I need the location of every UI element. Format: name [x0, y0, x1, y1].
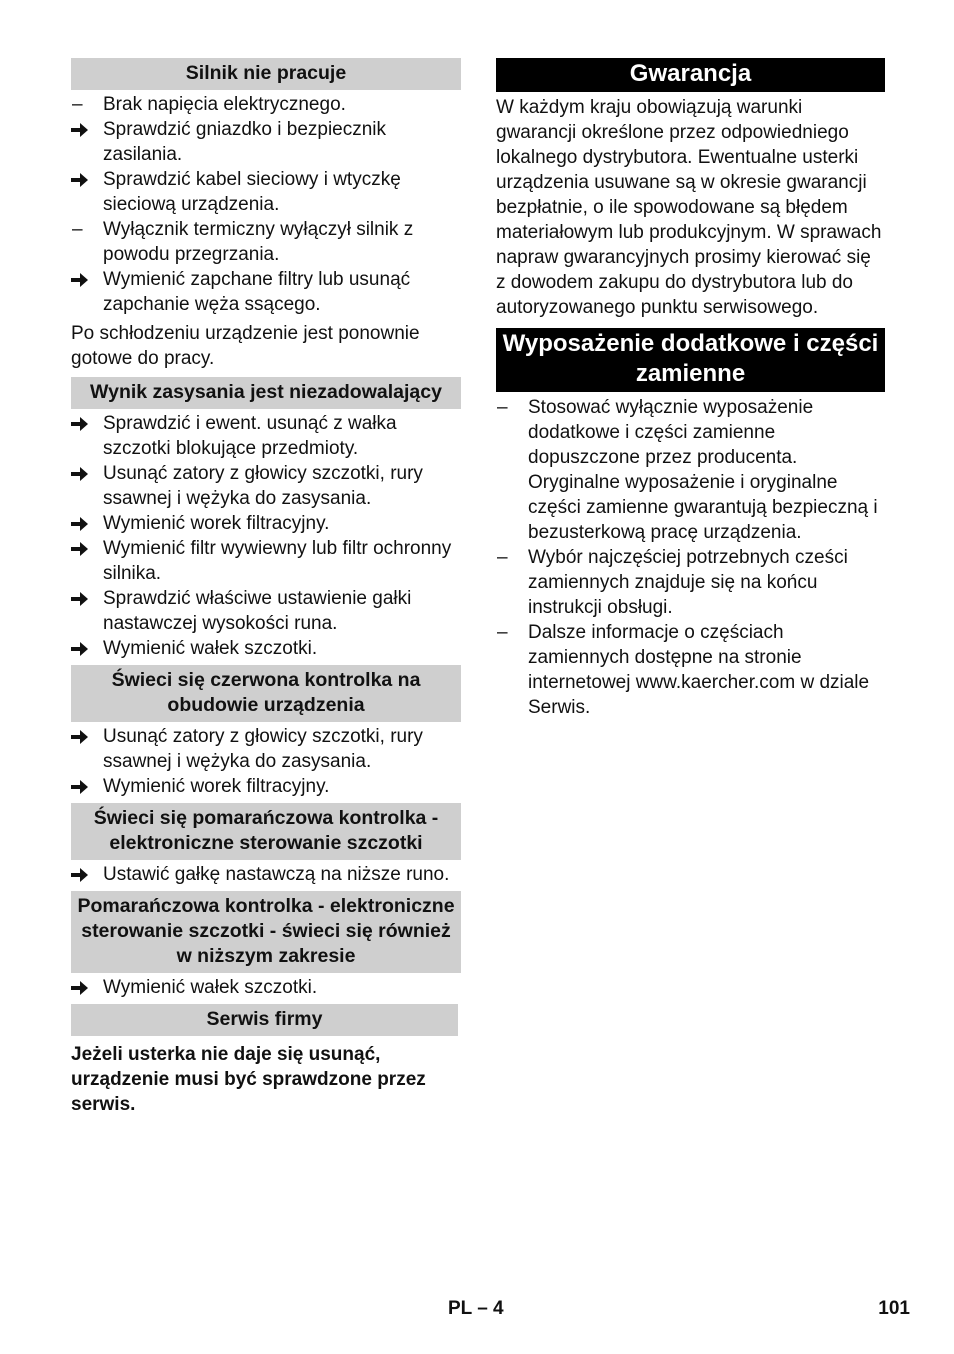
list-item-text: Usunąć zatory z głowicy szczotki, rury ssawnej i wężyka do zasysania.: [103, 726, 423, 772]
list-item-text: Dalsze informacje o częściach zamiennych dostępne na stronie internetowej www.kaercher.com w dziale Serwis.: [528, 622, 870, 718]
service-note: Jeżeli usterka nie daje się usunąć, urządzenie musi być sprawdzone przez serwis.: [71, 1044, 426, 1115]
list-item: [71, 411, 461, 461]
list-item: [496, 545, 885, 620]
right-arrow-icon: [71, 774, 97, 794]
bullet-list: [71, 724, 461, 799]
list-item: [71, 724, 461, 774]
list-item: [71, 117, 461, 167]
bullet-list: [71, 92, 461, 317]
bullet-list: [496, 395, 885, 720]
right-arrow-icon: [71, 586, 97, 606]
dash-bullet: –: [497, 397, 508, 418]
list-item: [71, 267, 461, 317]
right-arrow-icon: [71, 117, 97, 137]
list-item-text: Stosować wyłącznie wyposażenie dodatkowe i części zamienne dopuszczone przez producenta. Oryginalne wyposażenie i oryginalne części zamienne gwarantują bezpieczną i bezusterkową pracę urządzenia.: [528, 397, 878, 543]
list-item-text: Sprawdzić kabel sieciowy i wtyczkę sieciową urządzenia.: [103, 169, 401, 215]
section-heading-orange-light-lower: Pomarańczowa kontrolka - elektroniczne sterowanie szczotki - świeci się również w niższym zakresie: [71, 891, 461, 973]
section-heading-suction: Wynik zasysania jest niezadowalający: [71, 377, 461, 409]
list-item: [71, 461, 461, 511]
list-item-text: Wybór najczęściej potrzebnych cześci zamiennych znajduje się na końcu instrukcji obsługi.: [528, 547, 848, 618]
list-item-text: Wymienić wałek szczotki.: [103, 977, 318, 998]
list-item-text: Usunąć zatory z głowicy szczotki, rury ssawnej i wężyka do zasysania.: [103, 463, 423, 509]
list-item: [71, 167, 461, 217]
bullet-list: [71, 975, 461, 1000]
footer-language-page: PL – 4: [448, 1298, 504, 1319]
section-heading-warranty: Gwarancja: [496, 58, 885, 92]
note-paragraph: Po schłodzeniu urządzenie jest ponownie gotowe do pracy.: [71, 323, 420, 369]
list-item-text: Ustawić gałkę nastawczą na niższe runo.: [103, 864, 450, 885]
bullet-list: [71, 411, 461, 661]
right-arrow-icon: [71, 536, 97, 556]
left-column: [71, 58, 461, 1123]
list-item-text: Sprawdzić właściwe ustawienie gałki nastawczej wysokości runa.: [103, 588, 412, 634]
list-item: [71, 586, 461, 636]
warranty-text: W każdym kraju obowiązują warunki gwarancji określone przez odpowiedniego lokalnego dystrybutora. Ewentualne usterki urządzenia usuwane są w okresie gwarancji bezpłatnie, o ile spowodowane są błędem materiałowym lub produkcyjnym. W sprawach napraw gwarancyjnych prosimy kierować się z dowodem zakupu do dystrybutora lub do autoryzowanego punktu serwisowego.: [496, 97, 882, 318]
list-item: [71, 862, 461, 887]
right-arrow-icon: [71, 461, 97, 481]
section-heading-red-light: Świeci się czerwona kontrolka na obudowie urządzenia: [71, 665, 461, 722]
list-item-text: Sprawdzić i ewent. usunąć z wałka szczotki blokujące przedmioty.: [103, 413, 397, 459]
right-arrow-icon: [71, 267, 97, 287]
right-column: [496, 58, 885, 720]
list-item-text: Wymienić worek filtracyjny.: [103, 776, 330, 797]
right-arrow-icon: [71, 862, 97, 882]
right-arrow-icon: [71, 511, 97, 531]
section-heading-accessories: Wyposażenie dodatkowe i części zamienne: [496, 328, 885, 392]
list-item-text: Wymienić zapchane filtry lub usunąć zapchanie węża ssącego.: [103, 269, 411, 315]
section-heading-motor-not-working: Silnik nie pracuje: [71, 58, 461, 90]
list-item-text: Wymienić filtr wywiewny lub filtr ochronny silnika.: [103, 538, 452, 584]
list-item-text: Wyłącznik termiczny wyłączył silnik z powodu przegrzania.: [103, 219, 414, 265]
list-item: [496, 620, 885, 720]
list-item: [496, 395, 885, 545]
right-arrow-icon: [71, 167, 97, 187]
list-item: [71, 774, 461, 799]
right-arrow-icon: [71, 975, 97, 995]
right-arrow-icon: [71, 724, 97, 744]
list-item-text: Brak napięcia elektrycznego.: [103, 94, 346, 115]
list-item: [71, 92, 461, 117]
list-item: [71, 975, 461, 1000]
right-arrow-icon: [71, 636, 97, 656]
list-item: [71, 217, 461, 267]
right-arrow-icon: [71, 411, 97, 431]
dash-bullet: –: [497, 547, 508, 568]
list-item: [71, 636, 461, 661]
dash-bullet: –: [72, 94, 83, 115]
bullet-list: [71, 862, 461, 887]
section-heading-service: Serwis firmy: [71, 1004, 458, 1036]
list-item: [71, 511, 461, 536]
dash-bullet: –: [497, 622, 508, 643]
footer-page-number: 101: [878, 1298, 910, 1319]
list-item-text: Wymienić worek filtracyjny.: [103, 513, 330, 534]
section-heading-orange-light: Świeci się pomarańczowa kontrolka - elektroniczne sterowanie szczotki: [71, 803, 461, 860]
dash-bullet: –: [72, 219, 83, 240]
list-item: [71, 536, 461, 586]
list-item-text: Wymienić wałek szczotki.: [103, 638, 318, 659]
list-item-text: Sprawdzić gniazdko i bezpiecznik zasilania.: [103, 119, 387, 165]
